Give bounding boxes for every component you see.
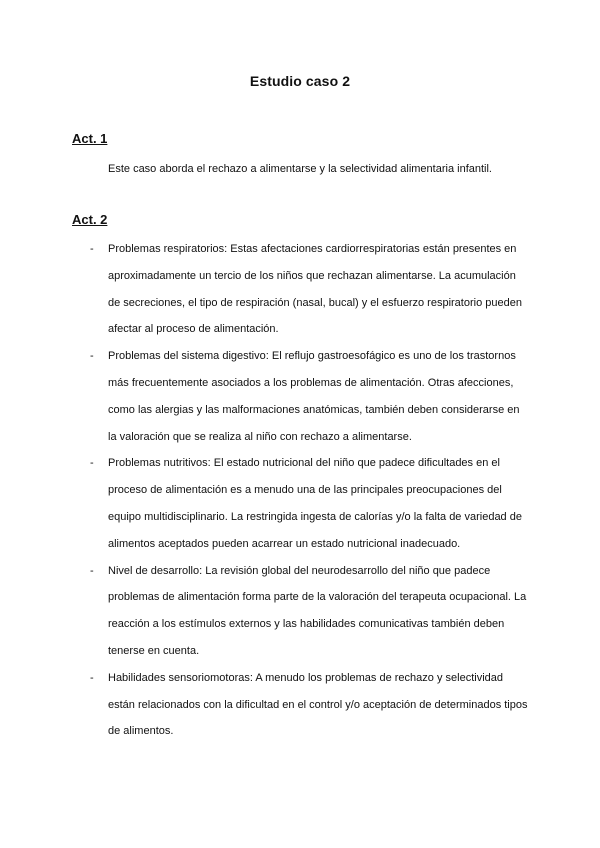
act1-text: Este caso aborda el rechazo a alimentarse y la selectividad alimentaria infantil.	[108, 163, 492, 175]
list-item	[90, 450, 530, 557]
list-item	[90, 343, 530, 450]
list-item	[90, 665, 530, 745]
list-item-text: Problemas nutritivos: El estado nutricional del niño que padece dificultades en el proceso de alimentación es a menudo una de las principales preocupaciones del equipo multidisciplinario. La restringida ingesta de calorías y/o la falta de variedad de alimentos aceptados pueden acarrear un estado nutricional inadecuado.	[108, 457, 522, 550]
list-item-text: Problemas respiratorios: Estas afectaciones cardiorrespiratorias están presentes en aproximadamente un tercio de los niños que rechazan alimentarse. La acumulación de secreciones, el tipo de respiración (nasal, bucal) y el esfuerzo respiratorio pueden afectar al proceso de alimentación.	[108, 243, 522, 336]
list-item	[90, 236, 530, 343]
bullet-dash: -	[90, 564, 94, 577]
act1-heading: Act. 1	[72, 131, 108, 146]
list-item-text: Nivel de desarrollo: La revisión global del neurodesarrollo del niño que padece problemas de alimentación forma parte de la valoración del terapeuta ocupacional. La reacción a los estímulos externos y las habilidades comunicativas también deben tenerse en cuenta.	[108, 564, 527, 657]
list-item-text: Habilidades sensoriomotoras: A menudo los problemas de rechazo y selectividad están relacionados con la dificultad en el control y/o aceptación de determinados tipos de alimentos.	[108, 671, 528, 738]
list-item-text: Problemas del sistema digestivo: El reflujo gastroesofágico es uno de los trastornos más frecuentemente asociados a los problemas de alimentación. Otras afecciones, como las alergias y las malformaciones anatómicas, también deben considerarse en la valoración que se realiza al niño con rechazo a alimentarse.	[108, 350, 520, 443]
bullet-dash: -	[90, 243, 94, 255]
act2-list	[90, 236, 530, 745]
list-item	[90, 558, 530, 665]
bullet-dash: -	[90, 457, 94, 470]
act2-heading: Act. 2	[72, 212, 108, 227]
page-title: Estudio caso 2	[249, 73, 351, 89]
bullet-dash: -	[90, 671, 94, 684]
bullet-dash: -	[90, 350, 94, 363]
